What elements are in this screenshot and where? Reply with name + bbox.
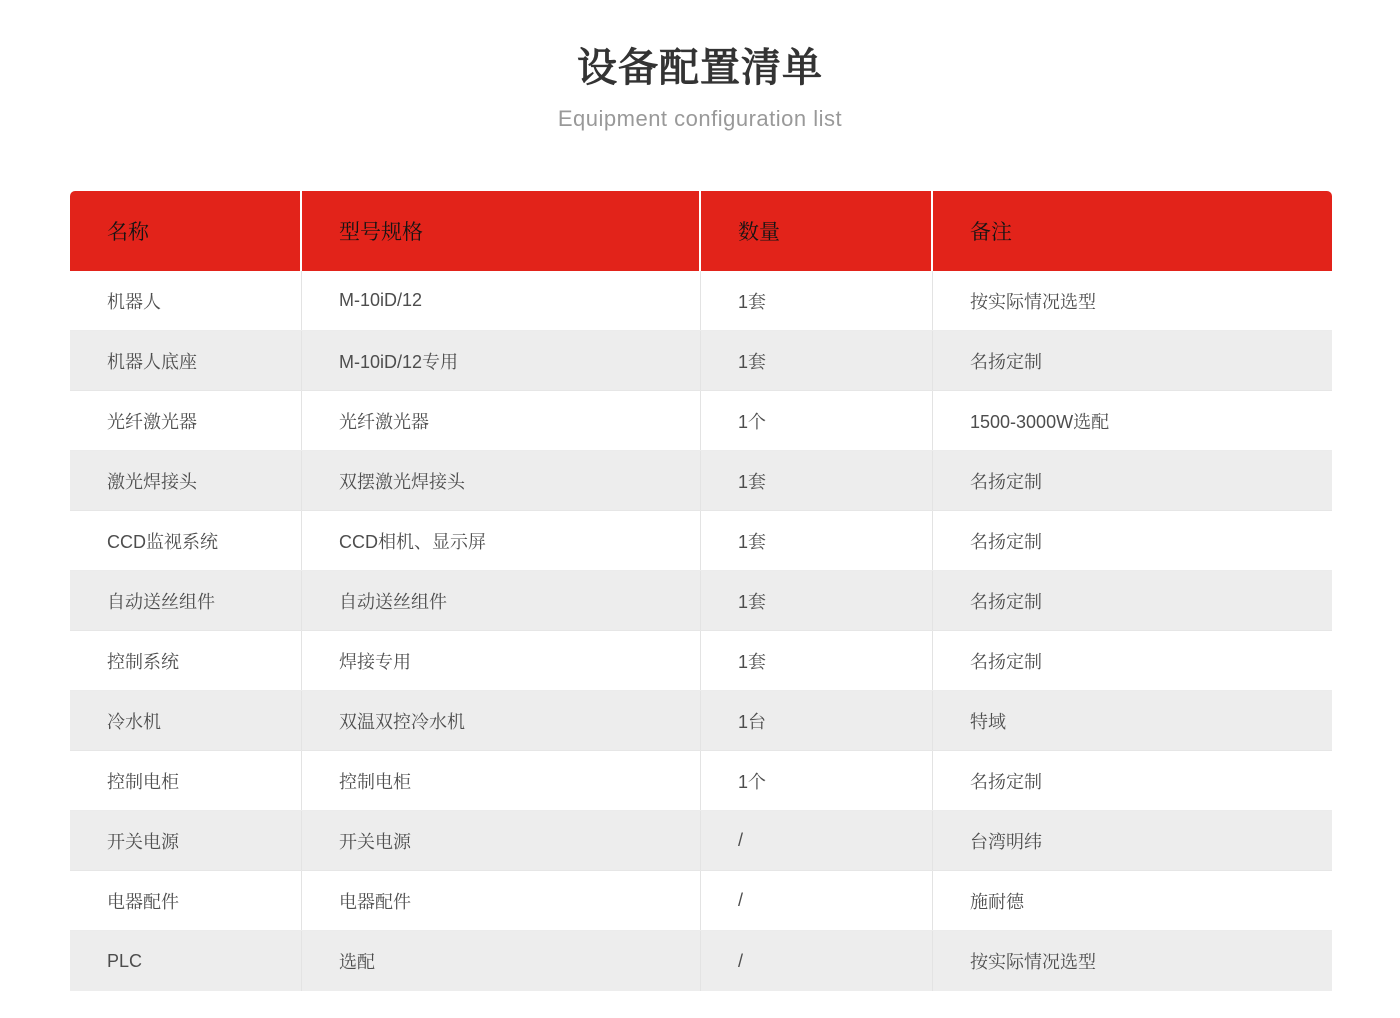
cell-quantity: 1套 (701, 571, 933, 630)
cell-name: 机器人 (70, 271, 302, 330)
table-row (70, 631, 1332, 691)
cell-model: 焊接专用 (302, 631, 701, 690)
cell-model: 自动送丝组件 (302, 571, 701, 630)
cell-name: 冷水机 (70, 691, 302, 750)
cell-model: 双摆激光焊接头 (302, 451, 701, 510)
cell-name: PLC (70, 931, 302, 991)
cell-name: 光纤激光器 (70, 391, 302, 450)
cell-model: 电器配件 (302, 871, 701, 930)
cell-remarks: 名扬定制 (970, 651, 1042, 672)
page-subtitle: Equipment configuration list (557, 106, 843, 131)
cell-model: 选配 (302, 931, 701, 991)
table-row (70, 511, 1332, 571)
cell-quantity: / (701, 871, 933, 930)
page-title: 设备配置清单 (577, 46, 823, 90)
cell-model: 光纤激光器 (302, 391, 701, 450)
cell-name: 激光焊接头 (70, 451, 302, 510)
cell-model: 开关电源 (302, 811, 701, 870)
column-header-quantity: 数量 (701, 191, 933, 271)
cell-quantity: / (701, 931, 933, 991)
cell-quantity: 1个 (701, 751, 933, 810)
column-header-name: 名称 (70, 191, 302, 271)
table-row (70, 271, 1332, 331)
cell-remarks: 名扬定制 (970, 351, 1042, 372)
table-row (70, 871, 1332, 931)
cell-remarks: 1500-3000W选配 (970, 411, 1110, 432)
cell-remarks: 施耐德 (970, 891, 1024, 912)
cell-remarks: 按实际情况选型 (970, 952, 1096, 972)
table-row (70, 751, 1332, 811)
cell-remarks: 按实际情况选型 (970, 291, 1096, 312)
cell-name: 自动送丝组件 (70, 571, 302, 630)
cell-name: 控制系统 (70, 631, 302, 690)
cell-model: CCD相机、显示屏 (302, 511, 701, 570)
cell-quantity: / (701, 811, 933, 870)
cell-model: M-10iD/12专用 (302, 331, 701, 390)
table-row (70, 391, 1332, 451)
table-row (70, 451, 1332, 511)
column-header-remarks: 备注 (970, 221, 1012, 244)
table-row (70, 571, 1332, 631)
cell-remarks: 特域 (970, 711, 1006, 732)
cell-remarks: 名扬定制 (970, 771, 1042, 792)
cell-quantity: 1套 (701, 511, 933, 570)
cell-name: CCD监视系统 (70, 511, 302, 570)
cell-remarks: 名扬定制 (970, 531, 1042, 552)
cell-model: 双温双控冷水机 (302, 691, 701, 750)
cell-model: 控制电柜 (302, 751, 701, 810)
cell-quantity: 1台 (701, 691, 933, 750)
cell-remarks: 名扬定制 (970, 591, 1042, 612)
cell-name: 开关电源 (70, 811, 302, 870)
cell-model: M-10iD/12 (302, 271, 701, 330)
cell-remarks: 名扬定制 (970, 471, 1042, 492)
cell-quantity: 1套 (701, 631, 933, 690)
cell-quantity: 1套 (701, 451, 933, 510)
cell-name: 控制电柜 (70, 751, 302, 810)
cell-quantity: 1套 (701, 331, 933, 390)
table-row (70, 331, 1332, 391)
equipment-table (70, 191, 1332, 991)
table-body (70, 271, 1332, 991)
cell-name: 机器人底座 (70, 331, 302, 390)
cell-name: 电器配件 (70, 871, 302, 930)
cell-quantity: 1套 (701, 271, 933, 330)
cell-remarks: 台湾明纬 (970, 831, 1042, 852)
table-row (70, 931, 1332, 991)
column-header-model: 型号规格 (302, 191, 701, 271)
table-header-row (70, 191, 1332, 271)
table-row (70, 691, 1332, 751)
table-row (70, 811, 1332, 871)
cell-quantity: 1个 (701, 391, 933, 450)
